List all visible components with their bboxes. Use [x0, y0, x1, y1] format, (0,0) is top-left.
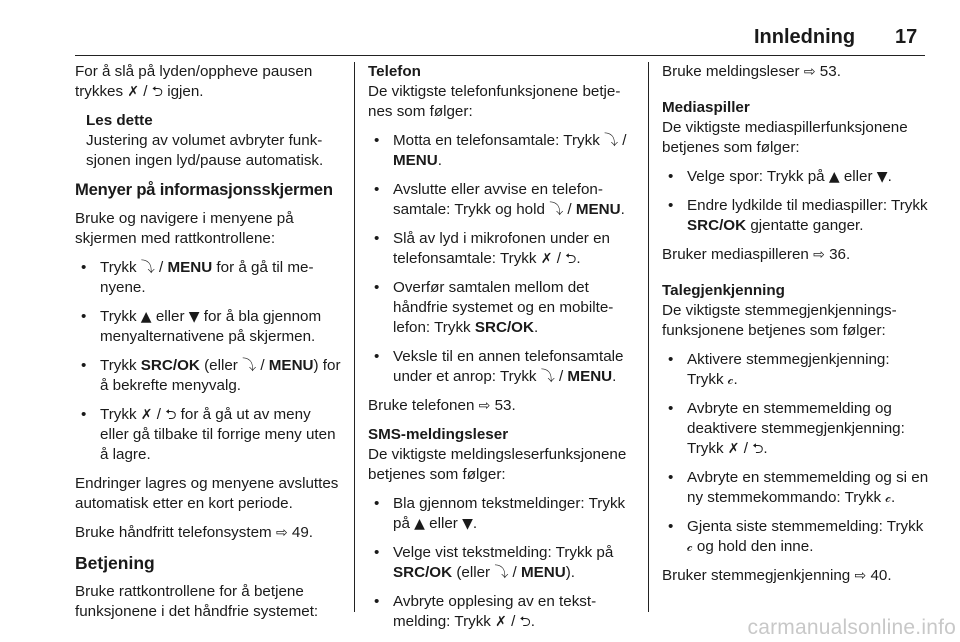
back-icon: ⮌: [565, 251, 577, 267]
list-item: • Motta en telefonsamtale: Trykk ⤵ / MENU.: [368, 131, 635, 171]
bullet-list: [662, 167, 930, 236]
bullet-list: [368, 131, 635, 387]
list-item: • Bla gjennom tekstmeldinger: Trykk på ▲ eller ▼.: [368, 494, 635, 534]
page-number: 17: [895, 26, 918, 48]
list-item: • Gjenta siste stemmemelding: Trykk 𝒸 og hold den inne.: [662, 517, 930, 557]
reference-link[interactable]: Bruke meldingsleser ⇨ 53.: [662, 63, 841, 80]
phone-icon: ⤵: [242, 358, 257, 374]
column-divider: [648, 62, 649, 612]
phone-icon: ⤵: [549, 202, 564, 218]
phone-icon: ⤵: [540, 369, 555, 385]
note: [86, 111, 343, 171]
arrow-down-icon: ▼: [876, 169, 888, 185]
list-item: • Trykk ▲ eller ▼ for å bla gjennom menyalternativene på skjermen.: [75, 307, 343, 347]
heading-media: Mediaspiller: [662, 99, 750, 116]
back-icon: ⮌: [165, 407, 177, 423]
column-3: [662, 62, 930, 595]
list-item: • Veksle til en annen telefonsamtale under et anrop: Trykk ⤵ / MENU.: [368, 347, 635, 387]
phone-icon: ⤵: [140, 260, 155, 276]
heading-voice: Talegjenkjenning: [662, 282, 785, 299]
page-reference-icon: ⇨: [803, 64, 816, 80]
heading-sms: SMS-meldingsleser: [368, 426, 509, 443]
watermark: carmanualsonline.info: [747, 616, 956, 639]
page-reference-icon: ⇨: [478, 398, 491, 414]
arrow-down-icon: ▼: [188, 309, 200, 325]
arrow-up-icon: ▲: [828, 169, 840, 185]
paragraph: De viktigste stemmegjenkjenningsfunksjonene betjenes som følger:: [662, 302, 897, 339]
reference-link[interactable]: Bruker stemmegjenkjenning ⇨ 40.: [662, 567, 892, 584]
mute-icon: ✗: [540, 251, 553, 267]
bullet-list: [662, 350, 930, 557]
column-1: [75, 62, 343, 631]
list-item: • Trykk ⤵ / MENU for å gå til menyene.: [75, 258, 343, 298]
page-reference-icon: ⇨: [854, 568, 867, 584]
page-reference-icon: ⇨: [275, 525, 288, 541]
phone-icon: ⤵: [604, 133, 619, 149]
voice-icon: 𝒸: [727, 372, 734, 388]
section-title: Innledning: [754, 26, 856, 48]
list-item: • Overfør samtalen mellom det håndfrie systemet og en mobiltelefon: Trykk SRC/OK.: [368, 278, 635, 338]
reference-link[interactable]: Bruker mediaspilleren ⇨ 36.: [662, 246, 851, 263]
reference-link[interactable]: Bruke telefonen ⇨ 53.: [368, 397, 516, 414]
heading-menus: Menyer på informasjonsskjermen: [75, 180, 333, 199]
list-item: • Avslutte eller avvise en telefonsamtale: Trykk og hold ⤵ / MENU.: [368, 180, 635, 220]
paragraph: Endringer lagres og menyene avsluttes automatisk etter en kort periode.: [75, 475, 339, 512]
page-header: [0, 0, 960, 58]
reference-link[interactable]: Bruke håndfritt telefonsystem ⇨ 49.: [75, 524, 314, 541]
mute-icon: ✗: [140, 407, 153, 423]
back-icon: ⮌: [519, 614, 531, 630]
list-item: • Avbryte opplesing av en tekstmelding: Trykk ✗ / ⮌.: [368, 592, 635, 632]
mute-icon: ✗: [127, 84, 140, 100]
phone-icon: ⤵: [494, 565, 509, 581]
list-item: • Velge spor: Trykk på ▲ eller ▼.: [662, 167, 930, 187]
heading-phone: Telefon: [368, 63, 421, 80]
paragraph: De viktigste meldingsleserfunksjonene betjenes som følger:: [368, 446, 627, 483]
paragraph: Bruke og navigere i menyene på skjermen med rattkontrollene:: [75, 210, 294, 247]
bullet-list: [75, 258, 343, 465]
voice-icon: 𝒸: [687, 539, 693, 555]
column-2: [368, 62, 635, 641]
column-divider: [354, 62, 355, 612]
paragraph: For å slå på lyden/oppheve pausen trykkes ✗ / ⮌ igjen.: [75, 63, 313, 100]
back-icon: ⮌: [752, 441, 764, 457]
list-item: • Avbryte en stemmemelding og si en ny stemmekommando: Trykk 𝒸.: [662, 468, 930, 508]
header-rule: [75, 55, 925, 56]
back-icon: ⮌: [151, 84, 163, 100]
paragraph: Bruke rattkontrollene for å betjene funksjonene i det håndfrie systemet:: [75, 583, 319, 620]
bullet-list: [368, 494, 635, 632]
arrow-down-icon: ▼: [462, 516, 473, 532]
voice-icon: 𝒸: [885, 490, 891, 506]
list-item: • Aktivere stemmegjenkjenning: Trykk 𝒸.: [662, 350, 930, 390]
list-item: • Avbryte en stemmemelding og deaktivere stemmegjenkjenning: Trykk ✗ / ⮌.: [662, 399, 930, 459]
list-item: • Endre lydkilde til mediaspiller: Trykk SRC/OK gjentatte ganger.: [662, 196, 930, 236]
arrow-up-icon: ▲: [140, 309, 152, 325]
list-item: • Slå av lyd i mikrofonen under en telefonsamtale: Trykk ✗ / ⮌.: [368, 229, 635, 269]
paragraph: De viktigste mediaspillerfunksjonene betjenes som følger:: [662, 119, 908, 156]
list-item: • Trykk SRC/OK (eller ⤵ / MENU) for å bekrefte menyvalg.: [75, 356, 343, 396]
list-item: • Velge vist tekstmelding: Trykk på SRC/OK (eller ⤵ / MENU).: [368, 543, 635, 583]
paragraph: De viktigste telefonfunksjonene betjenes som følger:: [368, 83, 621, 120]
mute-icon: ✗: [727, 441, 740, 457]
note-title: Les dette: [86, 112, 153, 129]
page-reference-icon: ⇨: [813, 247, 825, 263]
list-item: • Trykk ✗ / ⮌ for å gå ut av meny eller gå tilbake til forrige meny uten å lagre.: [75, 405, 343, 465]
arrow-up-icon: ▲: [414, 516, 425, 532]
mute-icon: ✗: [495, 614, 507, 630]
heading-operation: Betjening: [75, 553, 155, 573]
note-text: Justering av volumet avbryter funksjonen ingen lyd/pause automatisk.: [86, 132, 324, 169]
